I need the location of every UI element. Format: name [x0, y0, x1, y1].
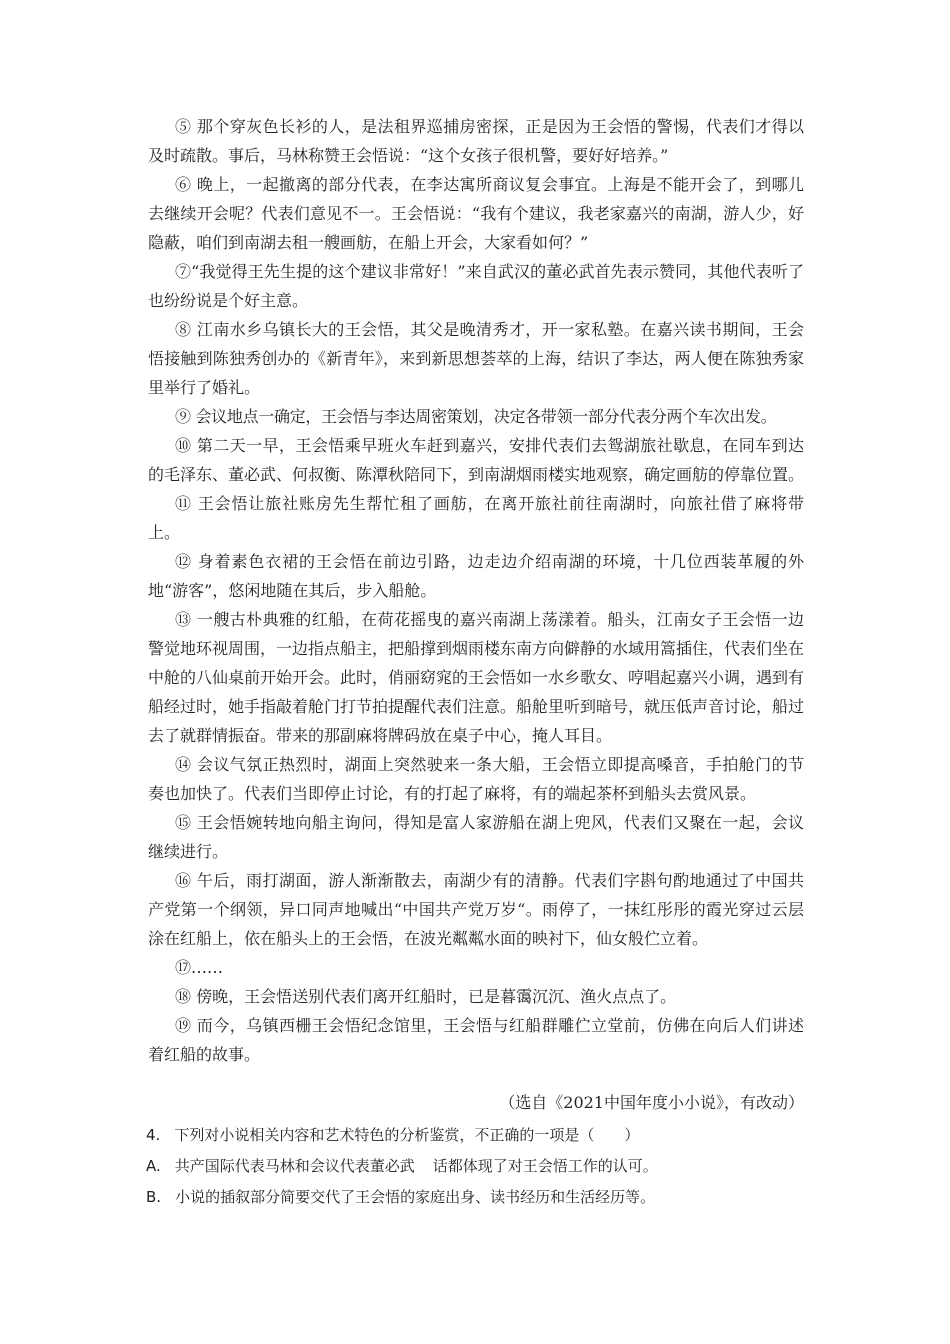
question-stem-text: 下列对小说相关内容和艺术特色的分析鉴赏，不正确的一项是（ ）: [174, 1126, 640, 1144]
option-a-letter: A.: [146, 1157, 161, 1175]
option-b-letter: B.: [146, 1188, 162, 1206]
paragraph-14: ⑭ 会议气氛正热烈时，湖面上突然驶来一条大船，王会悟立即提高嗓音，手拍舱门的节奏也加快了。代表们当即停止讨论，有的打起了麻将，有的端起茶杯到船头去赏风景。: [148, 755, 804, 803]
paragraph-6: ⑥ 晚上，一起撤离的部分代表，在李达寓所商议复会事宜。上海是不能开会了，到哪儿去继续开会呢？代表们意见不一。王会悟说：“我有个建议，我老家嘉兴的南湖，游人少，好隐蔽，咱们到南湖去租一艘画舫，在船上开会，大家看如何？”: [148, 175, 804, 252]
paragraph-12: ⑫ 身着素色衣裙的王会悟在前边引路，边走边介绍南湖的环境，十几位西装革履的外地“游客”，悠闲地随在其后，步入船舱。: [148, 552, 804, 600]
question-block: [146, 1120, 826, 1213]
option-a-text-part2: 话都体现了对王会悟工作的认可。: [432, 1157, 658, 1175]
option-b-text: 小说的插叙部分简要交代了王会悟的家庭出身、读书经历和生活经历等。: [175, 1188, 656, 1206]
paragraph-19: ⑲ 而今，乌镇西栅王会悟纪念馆里，王会悟与红船群雕伫立堂前，仿佛在向后人们讲述着红船的故事。: [148, 1016, 804, 1064]
story-text: [148, 112, 804, 1069]
paragraph-13: ⑬ 一艘古朴典雅的红船，在荷花摇曳的嘉兴南湖上荡漾着。船头，江南女子王会悟一边警觉地环视周围，一边指点船主，把船撑到烟雨楼东南方向僻静的水域用篙插住，代表们坐在中舱的八仙桌前开始开会。此时，俏丽窈窕的王会悟如一水乡歌女、哼唱起嘉兴小调，遇到有船经过时，她手指敲着舱门打节拍提醒代表们注意。船舱里听到暗号，就压低声音讨论，船过去了就群情振奋。带来的那副麻将牌码放在桌子中心，掩人耳目。: [148, 610, 805, 745]
paragraph-5: ⑤ 那个穿灰色长衫的人，是法租界巡捕房密探，正是因为王会悟的警惕，代表们才得以及时疏散。事后，马林称赞王会悟说：“这个女孩子很机警，要好好培养。”: [148, 117, 804, 165]
option-a-text-part1: 共产国际代表马林和会议代表董必武: [174, 1157, 415, 1175]
paragraph-7: ⑦“我觉得王先生提的这个建议非常好！”来自武汉的董必武首先表示赞同，其他代表听了也纷纷说是个好主意。: [148, 262, 804, 310]
paragraph-8: ⑧ 江南水乡乌镇长大的王会悟，其父是晚清秀才，开一家私塾。在嘉兴读书期间，王会悟接触到陈独秀创办的《新青年》，来到新思想荟萃的上海，结识了李达，两人便在陈独秀家里举行了婚礼。: [148, 320, 804, 397]
option-b: [146, 1182, 826, 1213]
question-number: 4.: [146, 1126, 161, 1144]
option-a: [146, 1151, 826, 1182]
paragraph-11: ⑪ 王会悟让旅社账房先生帮忙租了画舫，在离开旅社前往南湖时，向旅社借了麻将带上。: [148, 494, 804, 542]
paragraph-17: ⑰……: [175, 958, 224, 977]
paragraph-10: ⑩ 第二天一早，王会悟乘早班火车赶到嘉兴，安排代表们去鸳湖旅社歇息，在同车到达的毛泽东、董必武、何叔衡、陈潭秋陪同下，到南湖烟雨楼实地观察，确定画舫的停靠位置。: [148, 436, 805, 484]
question-stem: [146, 1120, 826, 1151]
paragraph-9: ⑨ 会议地点一确定，王会悟与李达周密策划，决定各带领一部分代表分两个车次出发。: [175, 407, 777, 426]
paragraph-15: ⑮ 王会悟婉转地向船主询问，得知是富人家游船在湖上兜风，代表们又聚在一起，会议继续进行。: [148, 813, 804, 861]
paragraph-18: ⑱ 傍晚，王会悟送别代表们离开红船时，已是暮霭沉沉、渔火点点了。: [175, 987, 677, 1006]
paragraph-16: ⑯ 午后，雨打湖面，游人渐渐散去，南湖少有的清静。代表们字斟句酌地通过了中国共产党第一个纲领，异口同声地喊出“中国共产党万岁“。雨停了，一抹红彤彤的霞光穿过云层涂在红船上，依在船头上的王会悟，在波光粼粼水面的映衬下，仙女般伫立着。: [148, 871, 804, 948]
source-citation: （选自《2021中国年度小小说》，有改动）: [499, 1093, 804, 1112]
